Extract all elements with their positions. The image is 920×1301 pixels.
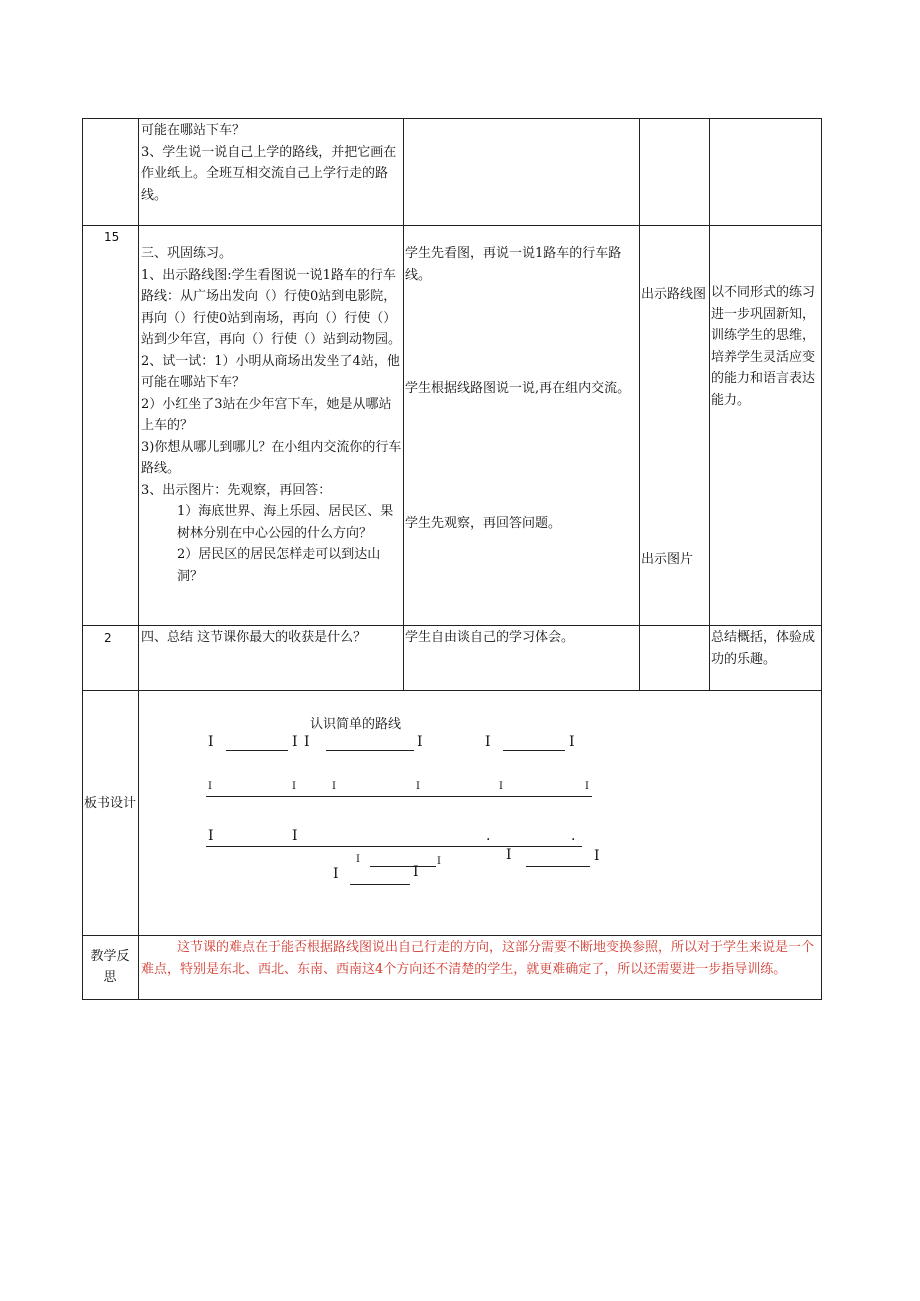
board-mark: I <box>304 734 310 750</box>
row3-activity: 四、总结 这节课你最大的收获是什么？ <box>141 630 367 645</box>
board-mark: I <box>333 866 339 882</box>
row2-minutes: 15 <box>104 230 120 244</box>
row3-intent: 总结概括，体验成功的乐趣。 <box>711 630 816 667</box>
board-title: 认识简单的路线 <box>310 717 402 732</box>
row3-minutes: 2 <box>104 631 112 645</box>
board-underline <box>350 884 410 885</box>
board-underline <box>226 750 288 751</box>
row2-media-m2: 出示图片 <box>641 552 694 567</box>
row2-activity-p4: 3)你想从哪儿到哪儿？在小组内交流你的行车路线。 <box>141 439 402 476</box>
row2-activity-p1: 1、出示路线图:学生看图说一说1路车的行车路线：从广场出发向（）行使0站到电影院，再向（）行使0站到南场，再向（）行使（）站到少年宫，再向（）行使（）站到动物园。 <box>141 267 402 347</box>
row2-activity <box>141 243 403 587</box>
board-underline <box>206 846 582 847</box>
reflection-label: 教学反思 <box>90 949 130 985</box>
row2-activity-p6: 1）海底世界、海上乐园、居民区、果树林分别在中心公园的什么方向？ <box>177 504 394 541</box>
board-mark: I <box>569 734 575 750</box>
board-mark: I <box>416 781 420 792</box>
row1-activity-line2: 3、学生说一说自己上学的路线，并把它画在作业纸上。全班互相交流自己上学行走的路线。 <box>141 144 397 203</box>
board-mark: I <box>506 847 512 863</box>
board-mark: I <box>594 848 600 864</box>
board-underline <box>206 796 592 797</box>
board-mark: I <box>208 781 212 792</box>
board-label: 板书设计 <box>84 796 137 811</box>
row2-activity-p7: 2）居民区的居民怎样走可以到达山洞？ <box>177 547 381 584</box>
reflection-text: 这节课的难点在于能否根据路线图说出自己行走的方向，这部分需要不断地变换参照，所以对于学生来说是一个难点，特别是东北、西北、东南、西南这4个方向还不清楚的学生，就更难确定了，所以还需要进一步指导训练。 <box>141 940 815 977</box>
board-underline <box>503 750 565 751</box>
board-mark: I <box>208 828 214 844</box>
row2-student-s3: 学生先观察，再回答问题。 <box>405 516 562 531</box>
board-underline <box>370 866 436 867</box>
row3-student: 学生自由谈自己的学习体会。 <box>405 630 575 645</box>
board-mark: I <box>292 734 298 750</box>
board-mark: I <box>499 781 503 792</box>
row2-student-s2: 学生根据线路图说一说,再在组内交流。 <box>405 381 631 396</box>
row2-activity-p2: 2、试一试：1）小明从商场出发坐了4站，他可能在哪站下车？ <box>141 353 400 390</box>
board-mark: I <box>585 781 589 792</box>
row2-activity-p3: 2）小红坐了3站在少年宫下车，她是从哪站上车的？ <box>141 396 392 433</box>
row1-activity-line1: 可能在哪站下车？ <box>141 123 246 138</box>
board-dot: . <box>571 828 576 844</box>
row2-media-m1: 出示路线图 <box>641 287 707 302</box>
board-mark: I <box>417 734 423 750</box>
board-mark: I <box>292 781 296 792</box>
board-mark: I <box>413 864 419 880</box>
board-mark: I <box>292 828 298 844</box>
row2-student-s1: 学生先看图，再说一说1路车的行车路线。 <box>405 246 622 283</box>
row1-activity <box>141 120 403 206</box>
row2-intent: 以不同形式的练习进一步巩固新知，训练学生的思维，培养学生灵活应变的能力和语言表达能力。 <box>711 285 816 408</box>
board-mark: I <box>485 734 491 750</box>
row2-activity-heading: 三、巩固练习。 <box>141 246 233 261</box>
board-underline <box>326 750 414 751</box>
board-mark: I <box>437 856 441 867</box>
board-mark: I <box>332 781 336 792</box>
board-underline <box>526 866 590 867</box>
board-mark: I <box>208 734 214 750</box>
board-dot: . <box>486 828 491 844</box>
row2-activity-p5: 3、出示图片：先观察，再回答： <box>141 482 332 498</box>
board-mark: I <box>356 854 360 865</box>
